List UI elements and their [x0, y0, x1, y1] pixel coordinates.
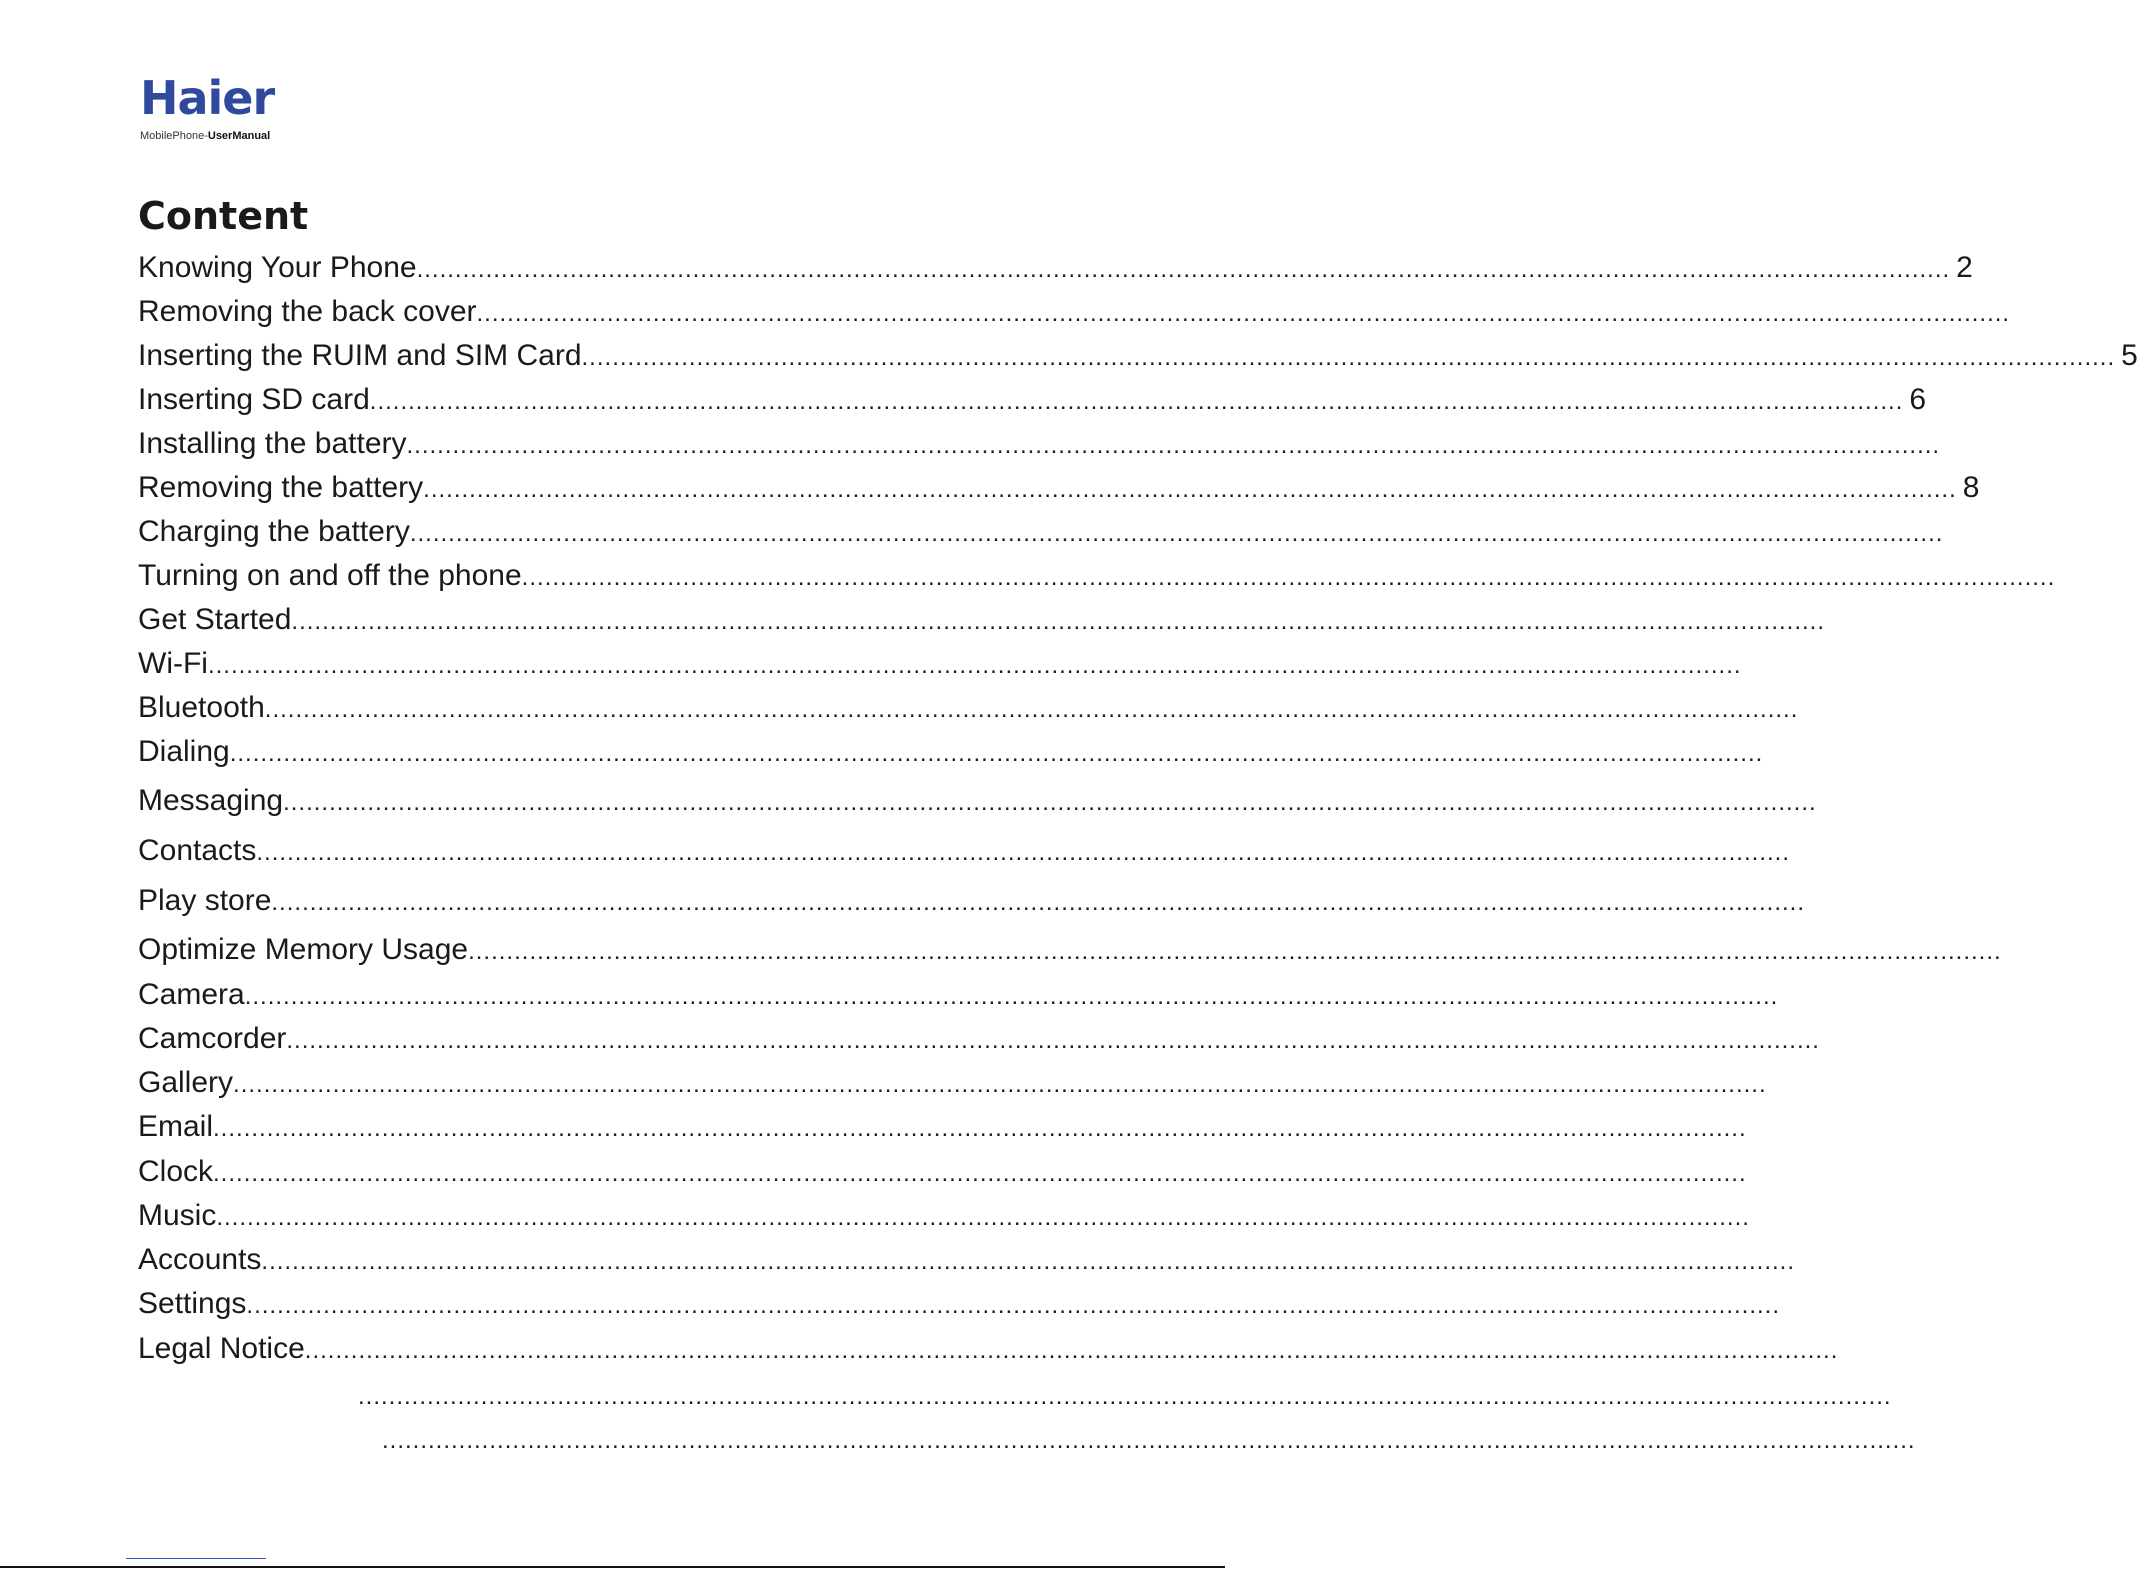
toc-dot-leader: ........................................................................................................................................................................................................: [264, 696, 1799, 723]
toc-entry[interactable]: [138, 1150, 1747, 1194]
toc-entry-label: Settings: [138, 1287, 247, 1320]
toc-entry-label: Knowing Your Phone: [138, 251, 417, 284]
toc-entry-label: Bluetooth: [138, 691, 265, 724]
logo-subtitle: [140, 130, 274, 142]
toc-dot-leader: ........................................................................................................................................................................................................: [476, 300, 2011, 327]
toc-entry[interactable]: [138, 879, 1805, 923]
logo-subtitle-bold: UserManual: [207, 130, 271, 142]
toc-dot-leader: ........................................................................................................................................................................................................: [233, 1071, 1767, 1098]
toc-entry-page: 8: [1962, 471, 1980, 504]
logo-subtitle-prefix: MobilePhone-: [140, 130, 208, 142]
toc-entry-label: Inserting the RUIM and SIM Card: [138, 339, 582, 372]
toc-entry[interactable]: [138, 779, 1817, 823]
toc-dot-leader: ........................................................................................................................................................................................................: [382, 1427, 1916, 1454]
toc-entry[interactable]: [138, 290, 2011, 334]
toc-entry[interactable]: [138, 1194, 1750, 1238]
toc-dot-leader: ........................................................................................................................................................................................................: [358, 1383, 1892, 1410]
toc-entry[interactable]: [138, 510, 1944, 554]
toc-entry-label: Email: [138, 1110, 214, 1143]
toc-entry[interactable]: [138, 1061, 1767, 1105]
toc-dot-leader: ........................................................................................................................................................................................................: [423, 476, 1957, 503]
toc-entry[interactable]: [138, 598, 1826, 642]
brand-logo: [140, 70, 274, 142]
toc-dot-leader: ........................................................................................................................................................................................................: [468, 938, 2002, 965]
toc-entry[interactable]: [138, 422, 1941, 466]
toc-entry[interactable]: [358, 1375, 1892, 1419]
toc-entry-label: Dialing: [138, 735, 230, 768]
toc-entry-label: Play store: [138, 884, 272, 917]
toc-entry[interactable]: [138, 730, 1764, 774]
toc-dot-leader: ........................................................................................................................................................................................................: [406, 432, 1941, 459]
toc-entry-label: Get Started: [138, 603, 292, 636]
toc-dot-leader: ........................................................................................................................................................................................................: [246, 1292, 1780, 1319]
footer-divider: [0, 1566, 1225, 1568]
toc-entry-label: Turning on and off the phone: [138, 559, 522, 592]
toc-entry-label: Optimize Memory Usage: [138, 933, 469, 966]
toc-entry-label: Installing the battery: [138, 427, 407, 460]
toc-entry-label: Contacts: [138, 834, 257, 867]
toc-entry-label: Clock: [138, 1155, 214, 1188]
toc-entry[interactable]: [138, 686, 1799, 730]
toc-dot-leader: ........................................................................................................................................................................................................: [271, 889, 1805, 916]
toc-entry[interactable]: [138, 1282, 1780, 1326]
toc-entry-label: Camera: [138, 978, 245, 1011]
toc-entry[interactable]: [382, 1419, 1916, 1463]
toc-entry-label: Wi-Fi: [138, 647, 208, 680]
toc-dot-leader: ........................................................................................................................................................................................................: [216, 1204, 1750, 1231]
logo-wordmark: Haier: [140, 71, 275, 125]
toc-entry[interactable]: [138, 378, 1927, 422]
toc-dot-leader: ........................................................................................................................................................................................................: [304, 1337, 1839, 1364]
toc-entry[interactable]: [138, 1017, 1820, 1061]
toc-entry-page: 2: [1956, 251, 1973, 284]
toc-entry[interactable]: [138, 1105, 1747, 1149]
toc-dot-leader: ........................................................................................................................................................................................................: [286, 1027, 1820, 1054]
toc-dot-leader: ........................................................................................................................................................................................................: [291, 608, 1826, 635]
toc-dot-leader: ........................................................................................................................................................................................................: [207, 652, 1742, 679]
toc-entry[interactable]: [138, 1238, 1795, 1282]
toc-dot-leader: ........................................................................................................................................................................................................: [244, 983, 1779, 1010]
toc-entry[interactable]: [138, 973, 1779, 1017]
footer-link-underline: [126, 1558, 266, 1559]
toc-entry[interactable]: [138, 246, 1973, 290]
toc-entry[interactable]: [138, 1327, 1839, 1371]
toc-entry-label: Accounts: [138, 1243, 262, 1276]
toc-entry-label: Camcorder: [138, 1022, 287, 1055]
toc-entry-label: Music: [138, 1199, 217, 1232]
toc-entry-page: 6: [1909, 383, 1927, 416]
toc-dot-leader: ........................................................................................................................................................................................................: [213, 1160, 1747, 1187]
toc-entry-label: Removing the back cover: [138, 295, 477, 328]
toc-entry[interactable]: [138, 829, 1790, 873]
toc-entry[interactable]: [138, 554, 2056, 598]
toc-dot-leader: ........................................................................................................................................................................................................: [229, 740, 1764, 767]
toc-entry-label: Inserting SD card: [138, 383, 370, 416]
toc-dot-leader: ........................................................................................................................................................................................................: [521, 564, 2056, 591]
toc-entry-label: Gallery: [138, 1066, 234, 1099]
toc-entry-label: Messaging: [138, 784, 284, 817]
toc-dot-leader: ........................................................................................................................................................................................................: [416, 256, 1951, 283]
toc-dot-leader: ........................................................................................................................................................................................................: [261, 1248, 1795, 1275]
toc-dot-leader: ........................................................................................................................................................................................................: [409, 520, 1944, 547]
toc-entry-label: Charging the battery: [138, 515, 410, 548]
page-title: Content: [138, 194, 309, 238]
toc-entry[interactable]: [138, 334, 2138, 378]
toc-dot-leader: ........................................................................................................................................................................................................: [213, 1115, 1747, 1142]
toc-entry-page: 5: [2121, 339, 2138, 372]
toc-dot-leader: ........................................................................................................................................................................................................: [369, 388, 1904, 415]
toc-dot-leader: ........................................................................................................................................................................................................: [256, 839, 1790, 866]
toc-entry-label: Legal Notice: [138, 1332, 305, 1365]
toc-entry[interactable]: [138, 466, 1980, 510]
toc-entry[interactable]: [138, 642, 1742, 686]
toc-entry[interactable]: [138, 928, 2002, 972]
toc-dot-leader: ........................................................................................................................................................................................................: [283, 789, 1817, 816]
toc-dot-leader: ........................................................................................................................................................................................................: [581, 344, 2116, 371]
toc-entry-label: Removing the battery: [138, 471, 424, 504]
